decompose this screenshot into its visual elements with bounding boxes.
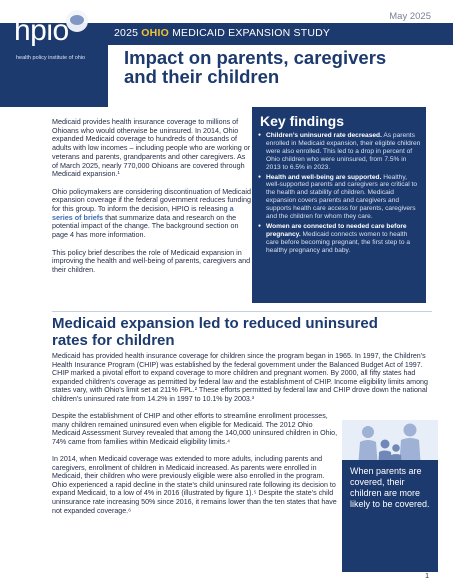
finding-body: Healthy, well-supported parents and caregivers are critical to the health and stability of children. Medicaid expansion covers parents and caregivers and supports health care access for parents, caregivers and the children for whom they care. bbox=[266, 173, 417, 221]
finding-heading: Women are connected to needed care before pregnancy. bbox=[266, 222, 407, 238]
logo-text: hpio bbox=[14, 14, 69, 47]
key-findings-title: Key findings bbox=[260, 113, 345, 129]
finding-item bbox=[258, 223, 422, 255]
intro-paragraph-2 bbox=[52, 188, 252, 240]
logo-subtitle: health policy institute of ohio bbox=[16, 55, 86, 61]
study-label bbox=[114, 27, 330, 39]
key-findings-list bbox=[258, 132, 422, 257]
study-year: 2025 bbox=[114, 27, 139, 39]
briefs-series-link[interactable]: a series of briefs bbox=[52, 204, 234, 222]
section-paragraph-2: Despite the establishment of CHIP and other efforts to streamline enrollment processes, many children remained uninsured even when eligible for Medicaid. The 2012 Ohio Medicaid Assessment Survey revealed that among the 140,000 uninsured children in Ohio, 74% came from families within Medicaid eligibility limits.⁴ bbox=[52, 412, 338, 446]
study-state: OHIO bbox=[141, 27, 169, 39]
intro-paragraph-2-end: that summarize data and research on the potential impact of the change. The background section on page 4 has more information. bbox=[52, 212, 239, 240]
finding-heading: Health and well-being are supported. bbox=[266, 173, 382, 181]
finding-item bbox=[258, 132, 422, 172]
finding-body: As parents enrolled in Medicaid expansion, their eligible children were also enrolled. This led to a drop in percent of Ohio children who were uninsured, from 7.5% in 2013 to 6.5% in 2023. bbox=[266, 132, 421, 171]
study-name: MEDICAID EXPANSION STUDY bbox=[172, 27, 331, 39]
section-column bbox=[52, 412, 338, 524]
logo-dot-inner bbox=[70, 15, 84, 25]
finding-item bbox=[258, 174, 422, 221]
callout-text: When parents are covered, their children are more likely to be covered. bbox=[350, 466, 430, 509]
section-paragraph-3: In 2014, when Medicaid coverage was extended to more adults, including parents and caregivers, enrollment of children in Medicaid increased. As parents were enrolled in Medicaid, their children who were previously eligible were also enrolled in the program. Ohio experienced a rapid decline in the state’s child uninsured rate following its decision to expand Medicaid, to a low of 4% in 2016 (illustrated by figure 1).⁵ Despite the state’s child uninsurance rate increasing 50% since 2016, it remains lower than the ten states that have not expanded coverage.⁶ bbox=[52, 454, 337, 515]
intro-paragraph-1: Medicaid provides health insurance coverage to millions of Ohioans who would otherwise be uninsured. In 2014, Ohio expanded Medicaid coverage to hundreds of thousands of adults with low incomes – including people who are working or veterans and parents, grandparents and other caregivers. As of March 2025, nearly 770,000 Ohioans are covered through Medicaid expansion.¹ bbox=[52, 117, 251, 179]
page-title: Impact on parents, caregivers and their children bbox=[124, 47, 387, 87]
intro-paragraph-3: This policy brief describes the role of Medicaid expansion in improving the health and well-being of parents, caregivers and their children. bbox=[52, 247, 251, 274]
finding-heading: Children’s uninsured rate decreased. bbox=[266, 132, 382, 139]
intro-paragraph-2-start: Ohio policymakers are considering discontinuation of Medicaid expansion coverage if the federal government reduces funding for this group. To inform the decision, HPIO is releasing bbox=[52, 186, 251, 214]
finding-body: Medicaid connects women to health care before becoming pregnant, the first step to a healthy pregnancy and baby. bbox=[266, 230, 411, 254]
key-findings-box bbox=[252, 107, 426, 303]
intro-text bbox=[52, 118, 252, 283]
section-heading: Medicaid expansion led to reduced uninsured rates for children bbox=[52, 315, 378, 349]
date-label: May 2025 bbox=[389, 11, 431, 22]
section-paragraph-1: Medicaid has provided health insurance coverage for children since the program began in 1965. In 1997, the Children’s Health Insurance Program (CHIP) was established by the federal government under the Balanced Budget Act of 1997. CHIP marked a pivotal effort to expand coverage to more children and pregnant women. By 2000, all fifty states had expanded children’s coverage as permitted by federal law and the establishment of CHIP. Income eligibility limits among states vary, with Ohio’s limit set at 211% FPL.² These efforts permitted by federal law and CHIP drove down the national children’s uninsured rate from 14.2% in 1997 to 10.1% by 2003.³ bbox=[52, 352, 428, 403]
section-divider bbox=[52, 311, 432, 312]
page-number: 1 bbox=[425, 573, 429, 580]
